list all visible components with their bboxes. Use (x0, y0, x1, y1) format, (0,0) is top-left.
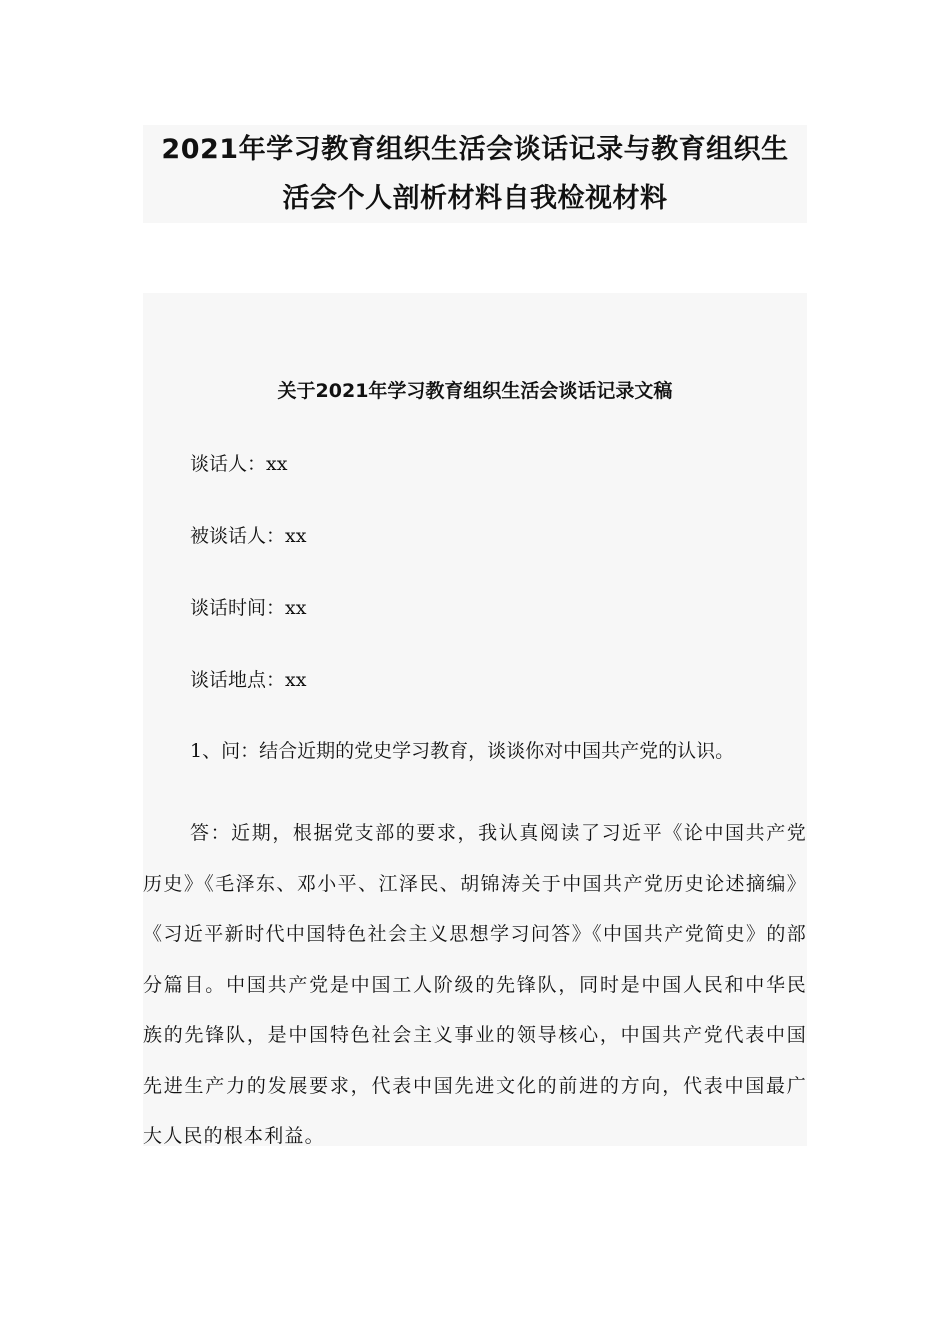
document-title-block (143, 125, 807, 223)
meta-interviewee: 被谈话人：xx (190, 525, 307, 547)
section-title: 关于2021年学习教育组织生活会谈话记录文稿 (277, 380, 673, 402)
meta-location: 谈话地点：xx (190, 669, 307, 691)
document-title-line-1: 2021年学习教育组织生活会谈话记录与教育组织生 (161, 134, 789, 165)
meta-interviewer: 谈话人：xx (190, 453, 288, 475)
question-1: 1、问：结合近期的党史学习教育，谈谈你对中国共产党的认识。 (190, 735, 740, 767)
document-title-line-2: 活会个人剖析材料自我检视材料 (282, 183, 668, 214)
document-body (143, 293, 807, 1146)
answer-1-paragraph: 答：近期，根据党支部的要求，我认真阅读了习近平《论中国共产党历史》《毛泽东、邓小平、江泽民、胡锦涛关于中国共产党历史论述摘编》《习近平新时代中国特色社会主义思想学习问答》《中国共产党简史》的部分篇目。中国共产党是中国工人阶级的先锋队，同时是中国人民和中华民族的先锋队，是中国特色社会主义事业的领导核心，中国共产党代表中国先进生产力的发展要求，代表中国先进文化的前进的方向，代表中国最广大人民的根本利益。 (143, 822, 807, 1147)
meta-time: 谈话时间：xx (190, 597, 307, 619)
